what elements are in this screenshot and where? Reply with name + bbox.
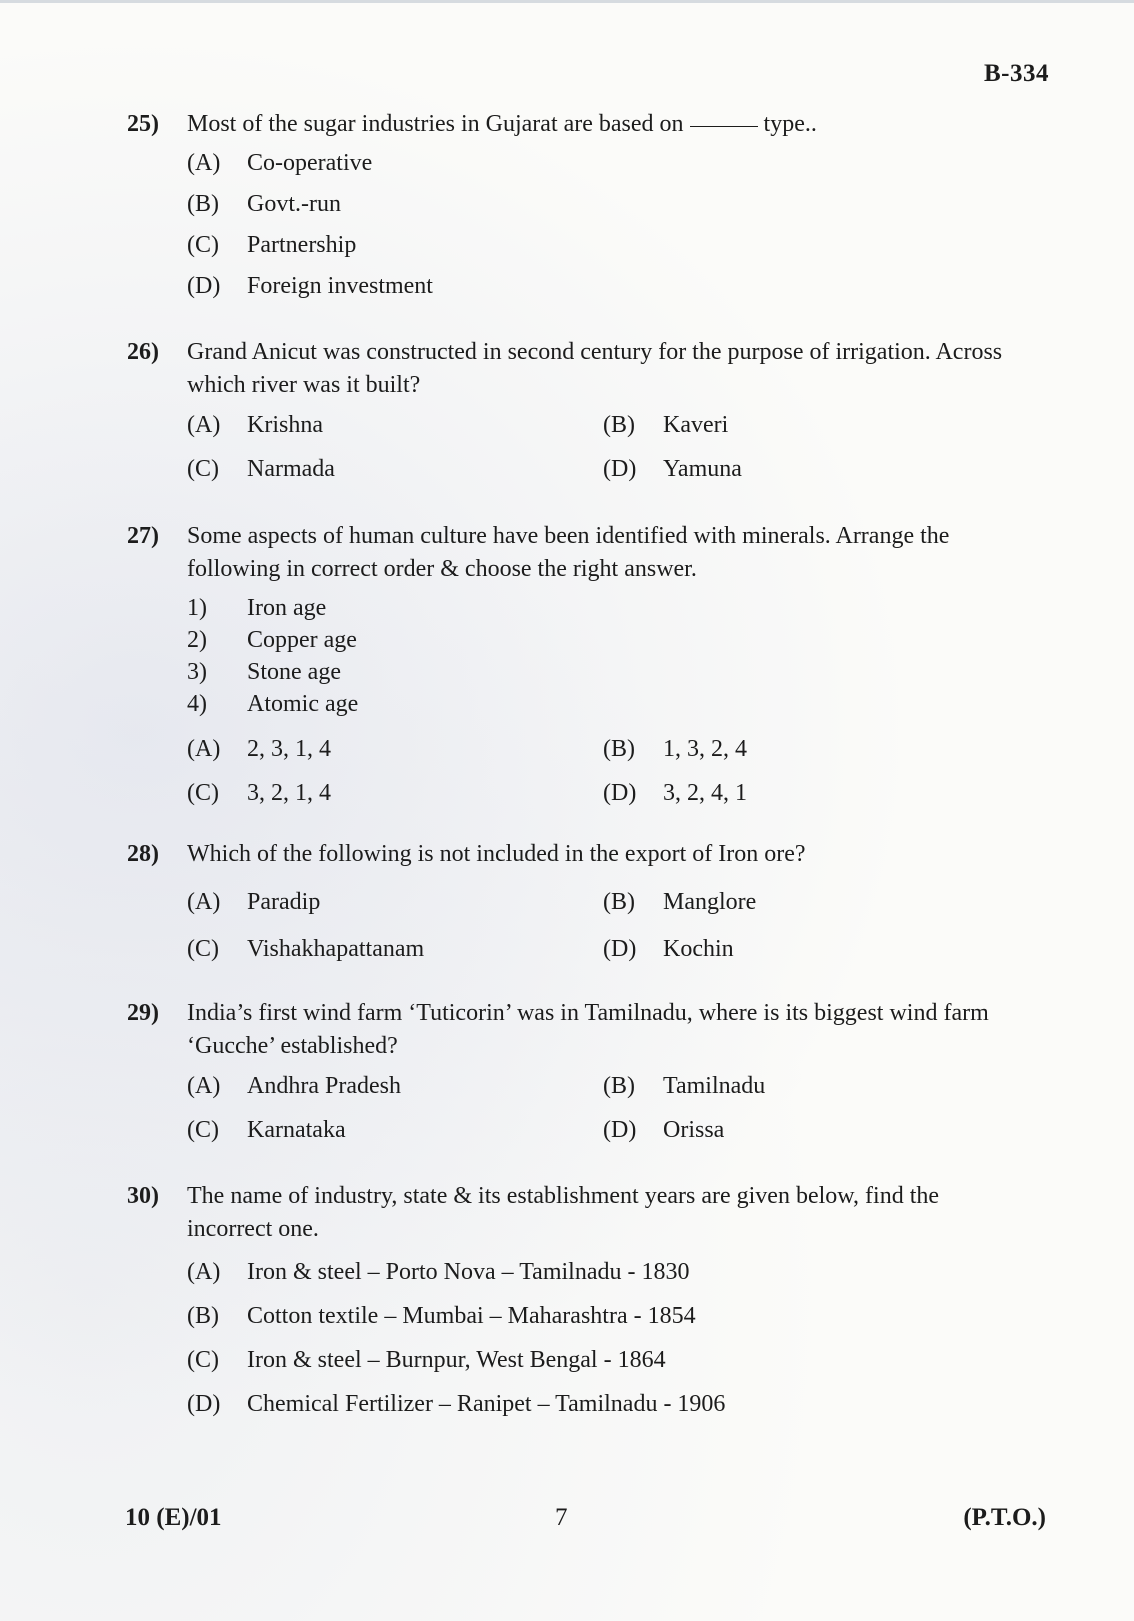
option-c[interactable]: (C) Iron & steel – Burnpur, West Bengal - 1864: [187, 1346, 666, 1373]
options-list: [187, 1250, 1007, 1426]
options-grid: [187, 732, 1007, 810]
list-item: 1) Iron age: [187, 594, 327, 621]
question-26: [127, 336, 1007, 486]
option-d[interactable]: (D) Foreign investment: [187, 273, 433, 299]
option-d[interactable]: (D) Yamuna: [603, 455, 742, 482]
question-number: 28): [127, 841, 159, 867]
please-turn-over: (P.T.O.): [963, 1504, 1046, 1531]
question-29: [127, 997, 1007, 1147]
option-b[interactable]: (B) Cotton textile – Mumbai – Maharashtra - 1854: [187, 1302, 696, 1329]
question-27: [127, 520, 1007, 810]
option-c[interactable]: (C) Partnership: [187, 232, 357, 258]
option-d[interactable]: (D) Chemical Fertilizer – Ranipet – Tamilnadu - 1906: [187, 1390, 726, 1417]
question-number: 29): [127, 1000, 159, 1026]
question-stem: India’s first wind farm ‘Tuticorin’ was in Tamilnadu, where is its biggest wind farm ‘Gucche’ established?: [187, 1000, 989, 1059]
option-b[interactable]: (B) Kaveri: [603, 411, 729, 438]
option-c[interactable]: (C) Karnataka: [187, 1116, 346, 1143]
options-grid: [187, 1069, 1007, 1147]
page-top-edge: [0, 0, 1134, 3]
list-item: 4) Atomic age: [187, 690, 359, 717]
options-list: [187, 143, 1007, 307]
question-stem: Most of the sugar industries in Gujarat are based on type..: [187, 111, 817, 137]
question-number: 27): [127, 523, 159, 549]
option-d[interactable]: (D) 3, 2, 4, 1: [603, 779, 747, 806]
option-a[interactable]: (A) 2, 3, 1, 4: [187, 735, 331, 762]
options-grid: [187, 408, 1007, 486]
question-25: [127, 108, 1007, 307]
option-b[interactable]: (B) Manglore: [603, 888, 757, 915]
option-b[interactable]: (B) Govt.-run: [187, 191, 341, 217]
question-number: 26): [127, 339, 159, 365]
footer-code: 10 (E)/01: [125, 1504, 222, 1531]
question-28: [127, 838, 1007, 966]
list-item: 2) Copper age: [187, 626, 357, 653]
option-b[interactable]: (B) 1, 3, 2, 4: [603, 735, 747, 762]
question-30: [127, 1180, 1007, 1426]
option-b[interactable]: (B) Tamilnadu: [603, 1072, 766, 1099]
question-number: 30): [127, 1183, 159, 1209]
answer-blank: [690, 126, 758, 127]
option-a[interactable]: (A) Krishna: [187, 411, 323, 438]
page-number: 7: [555, 1504, 568, 1531]
options-grid: [187, 885, 1007, 966]
paper-code: B-334: [984, 60, 1049, 87]
option-a[interactable]: (A) Iron & steel – Porto Nova – Tamilnadu - 1830: [187, 1258, 690, 1285]
option-a[interactable]: (A) Paradip: [187, 888, 321, 915]
question-stem: Grand Anicut was constructed in second century for the purpose of irrigation. Across which river was it built?: [187, 339, 1003, 398]
option-d[interactable]: (D) Orissa: [603, 1116, 725, 1143]
items-list: [187, 592, 1007, 720]
option-a[interactable]: (A) Andhra Pradesh: [187, 1072, 401, 1099]
option-c[interactable]: (C) 3, 2, 1, 4: [187, 779, 331, 806]
option-c[interactable]: (C) Vishakhapattanam: [187, 935, 425, 962]
option-a[interactable]: (A) Co-operative: [187, 150, 373, 176]
list-item: 3) Stone age: [187, 658, 341, 685]
question-number: 25): [127, 111, 159, 137]
option-d[interactable]: (D) Kochin: [603, 935, 734, 962]
question-stem: Which of the following is not included in the export of Iron ore?: [187, 841, 806, 867]
question-stem: The name of industry, state & its establishment years are given below, find the incorrect one.: [187, 1183, 940, 1242]
option-c[interactable]: (C) Narmada: [187, 455, 335, 482]
question-stem: Some aspects of human culture have been identified with minerals. Arrange the following in correct order & choose the right answer.: [187, 523, 950, 582]
